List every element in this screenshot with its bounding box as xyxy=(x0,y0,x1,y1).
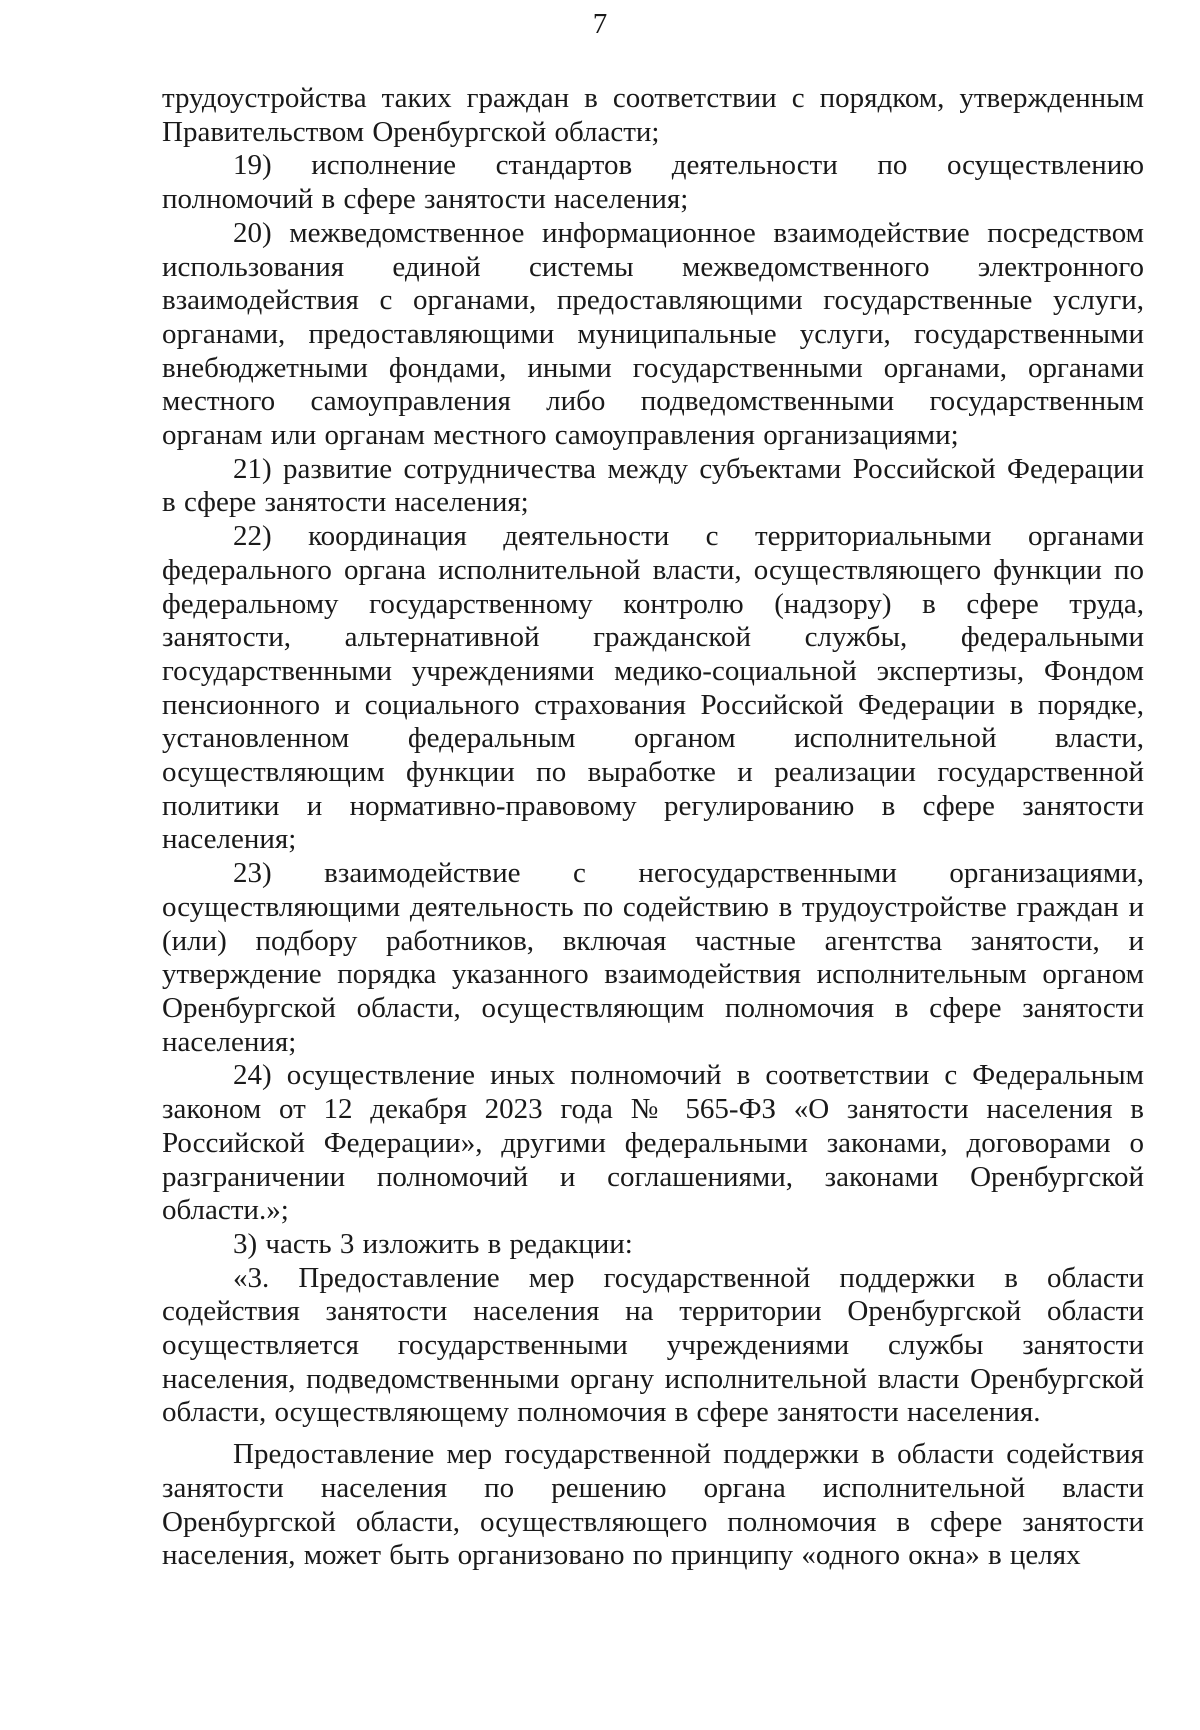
paragraph-item-22: 22) координация деятельности с территориальными органами федерального органа исполнительной власти, осуществляющего функции по федеральному государственному контролю (надзору) в сфере труда, занятости, альтернативной гражданской службы, федеральными государственными учреждениями медико-социальной экспертизы, Фондом пенсионного и социального страхования Российской Федерации в порядке, установленном федеральным органом исполнительной власти, осуществляющим функции по выработке и реализации государственной политики и нормативно-правовому регулированию в сфере занятости населения; xyxy=(162,520,1144,856)
page-number: 7 xyxy=(592,8,608,40)
paragraph-one-window: Предоставление мер государственной поддержки в области содействия занятости населения по решению органа исполнительной власти Оренбургской области, осуществляющего полномочия в сфере занятости населения, может быть организовано по принципу «одного окна» в целях xyxy=(162,1438,1144,1572)
paragraph-item-24: 24) осуществление иных полномочий в соответствии с Федеральным законом от 12 декабря 2023 года № 565-ФЗ «О занятости населения в Российской Федерации», другими федеральными законами, договорами о разграничении полномочий и соглашениями, законами Оренбургской области.»; xyxy=(162,1059,1144,1227)
paragraph-continuation: трудоустройства таких граждан в соответствии с порядком, утвержденным Правительством Оренбургской области; xyxy=(162,82,1144,148)
paragraph-amendment-3: 3) часть 3 изложить в редакции: xyxy=(233,1227,633,1260)
paragraph-item-19: 19) исполнение стандартов деятельности по осуществлению полномочий в сфере занятости населения; xyxy=(162,149,1144,216)
paragraph-part-3-text: «3. Предоставление мер государственной поддержки в области содействия занятости населения на территории Оренбургской области осуществляется государственными учреждениями службы занятости населения, подведомственными органу исполнительной власти Оренбургской области, осуществляющему полномочия в сфере занятости населения. xyxy=(162,1261,1144,1429)
paragraph-item-20: 20) межведомственное информационное взаимодействие посредством использования единой системы межведомственного электронного взаимодействия с органами, предоставляющими государственные услуги, органами, предоставляющими муниципальные услуги, государственными внебюджетными фондами, иными государственными органами, органами местного самоуправления либо подведомственными государственным органам или органам местного самоуправления организациями; xyxy=(162,216,1144,452)
paragraph-item-23: 23) взаимодействие с негосударственными организациями, осуществляющими деятельность по содействию в трудоустройстве граждан и (или) подбору работников, включая частные агентства занятости, и утверждение порядка указанного взаимодействия исполнительным органом Оренбургской области, осуществляющим полномочия в сфере занятости населения; xyxy=(162,857,1144,1058)
paragraph-item-21: 21) развитие сотрудничества между субъектами Российской Федерации в сфере занятости населения; xyxy=(162,452,1144,519)
document-body xyxy=(162,82,1144,1573)
